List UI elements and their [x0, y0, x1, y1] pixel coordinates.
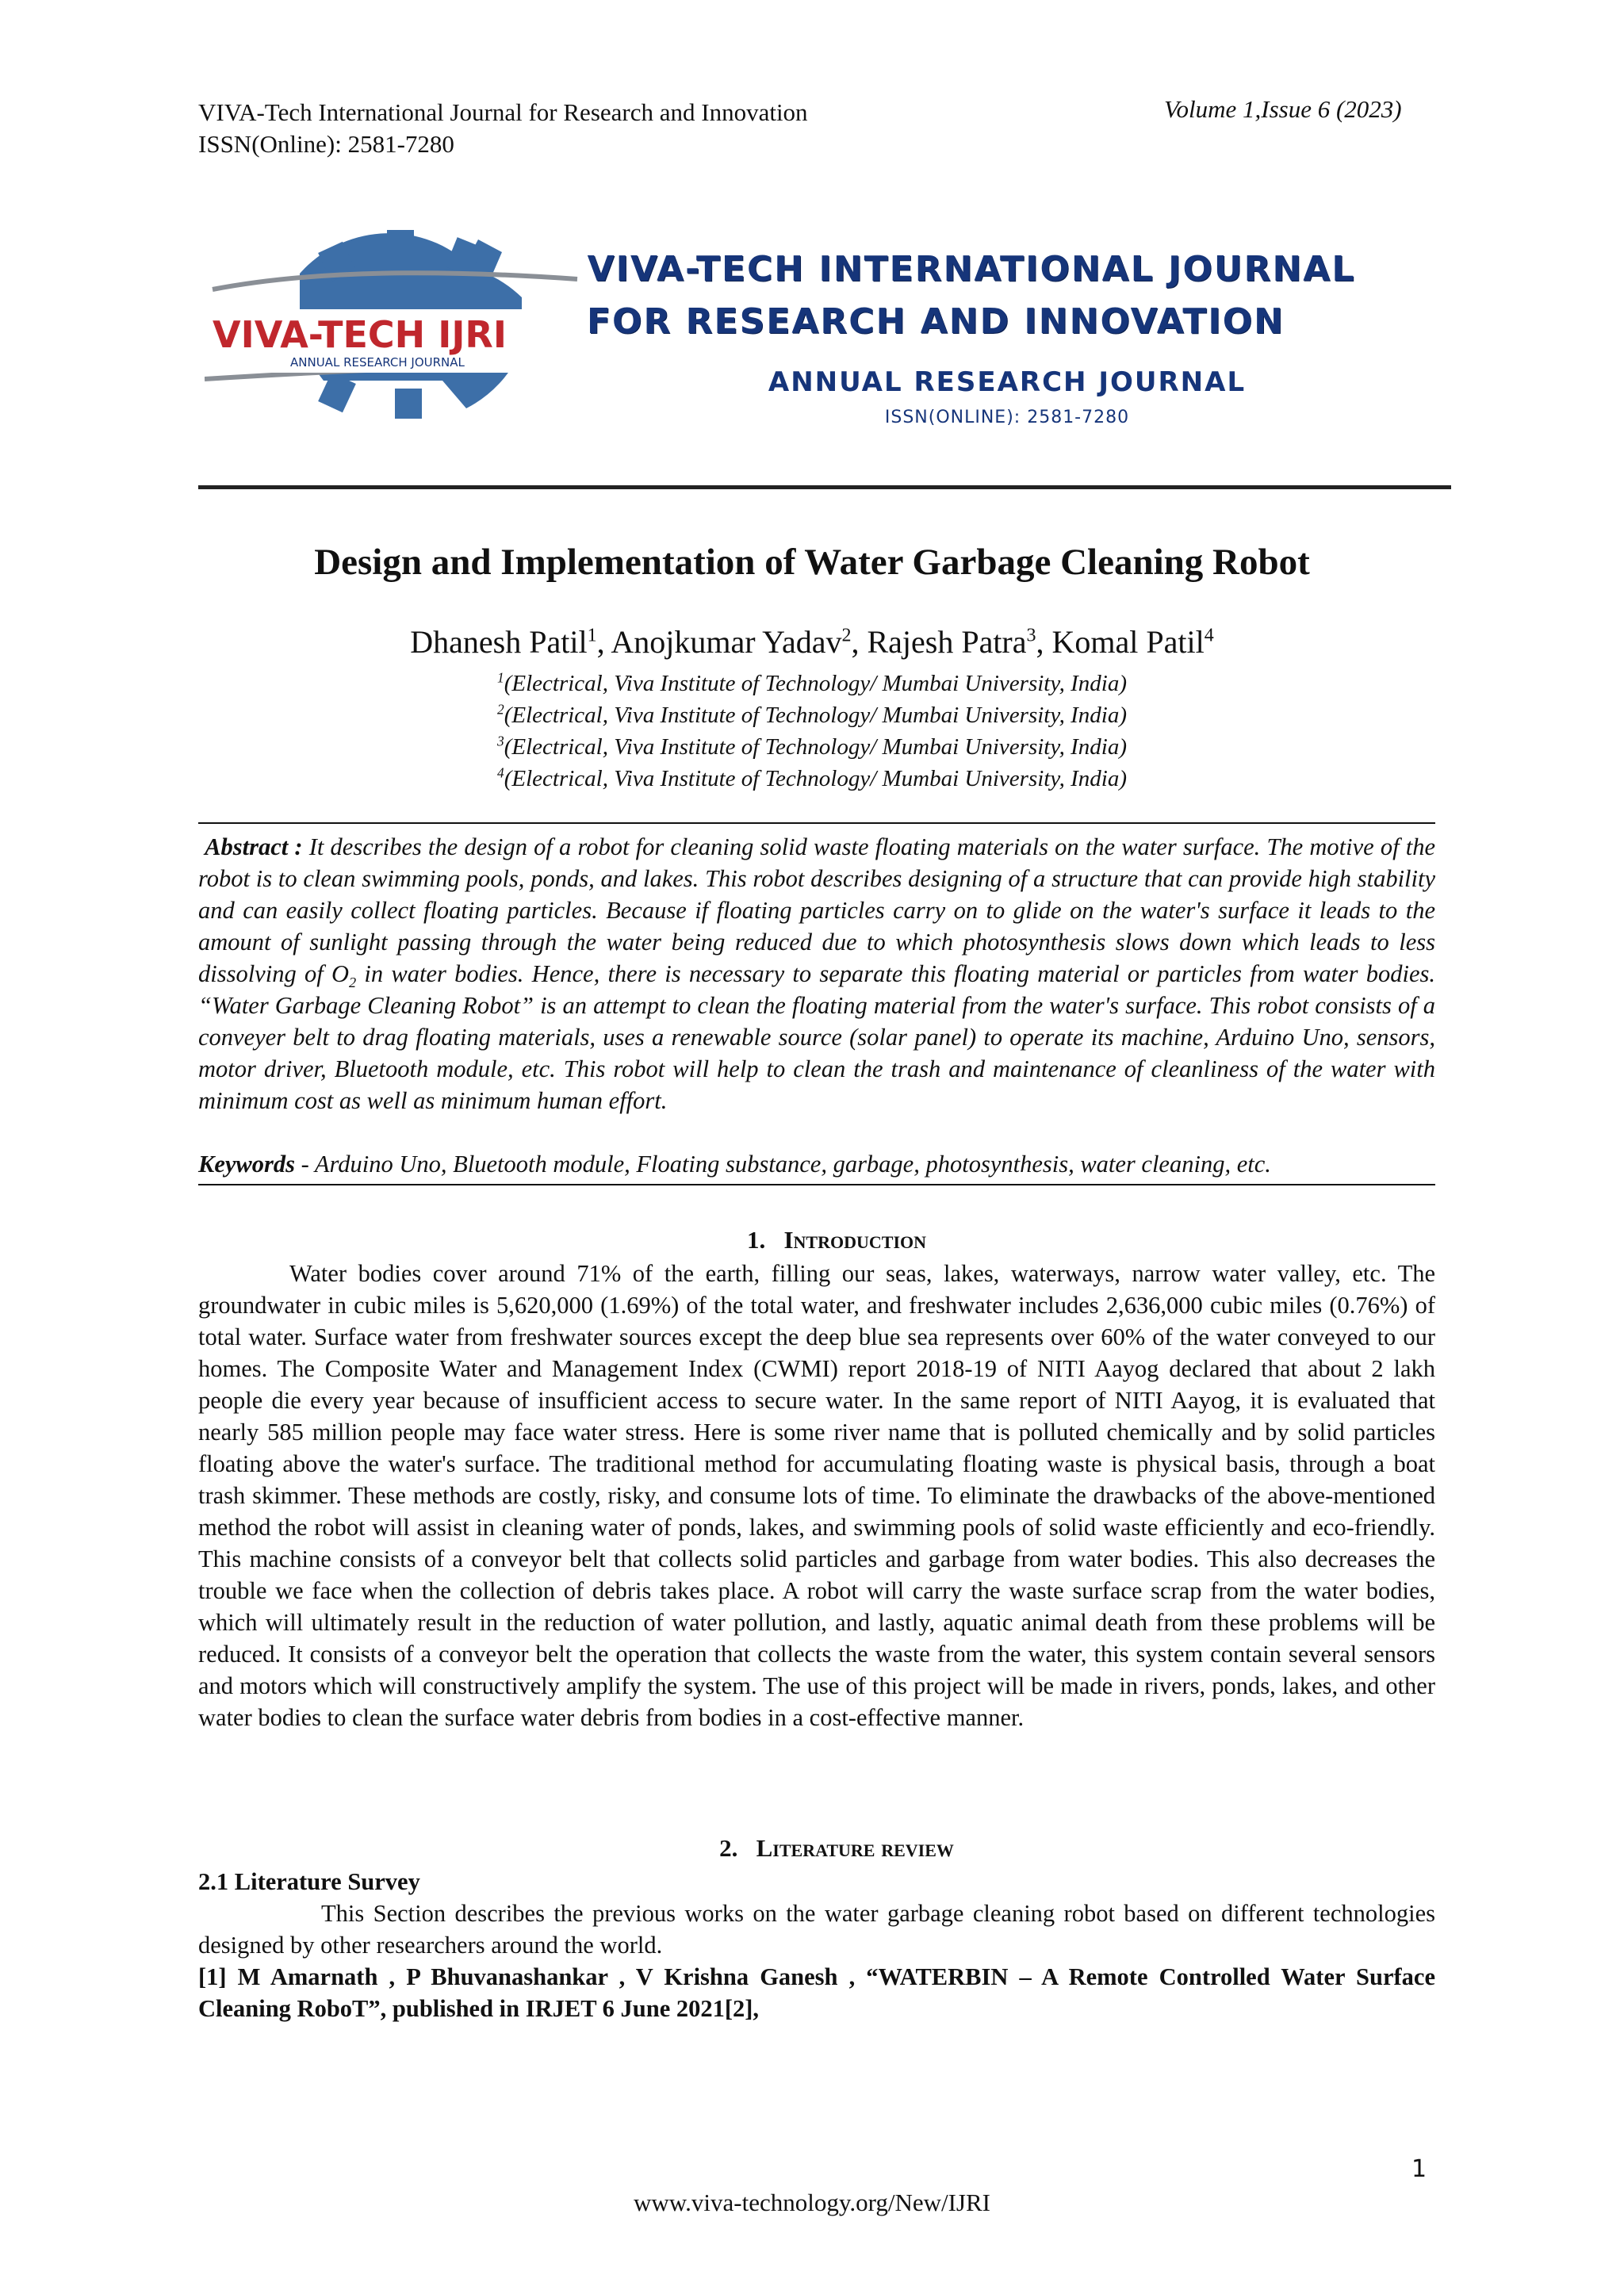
- journal-header-line: VIVA-Tech International Journal for Research and Innovation: [198, 98, 808, 126]
- abstract: Abstract : It describes the design of a robot for cleaning solid waste floating materials on the water surface. The motive of the robot is to clean swimming pools, ponds, and lakes. This robot describes designing of a structure that can provide high stability and can easily collect floating particles. Because if floating particles carry on to glide on the water's surface it leads to the amount of sunlight passing through the water being reduced due to which photosynthesis slows down which leads to less dissolving of $O_2$ in water bodies. Hence, there is necessary to separate this floating material or particles from water bodies. “Water Garbage Cleaning Robot” is an attempt to clean the floating material from the water's surface. This robot consists of a conveyer belt to drag floating materials, uses a renewable source (solar panel) to operate its machine, Arduino Uno, sensors, motor driver, Bluetooth module, etc. This robot will help to clean the trash and maintenance of cleanliness of the water with minimum cost as well as minimum human effort.: [198, 833, 1436, 1114]
- author: Rajesh Patra$^3$,: [867, 624, 1052, 660]
- banner-issn: ISSN(ONLINE): 2581-7280: [884, 408, 1130, 427]
- reference-entry: [1] M Amarnath , P Bhuvanashankar , V Krishna Ganesh , “WATERBIN – A Remote Controlled Water Surface Cleaning RoboT”, published in IRJET 6 June 2021[2],: [198, 1963, 1435, 2022]
- affiliation: $^3$(Electrical, Viva Institute of Technology/ Mumbai University, India): [497, 733, 1127, 760]
- journal-logo: [205, 230, 585, 420]
- banner-title-line1: VIVA-TECH INTERNATIONAL JOURNAL: [587, 249, 1356, 289]
- volume-issue-line: Volume 1,Issue 6 (2023): [1164, 95, 1402, 123]
- subsection-heading: 2.1 Literature Survey: [198, 1868, 420, 1895]
- banner-divider: [198, 485, 1451, 489]
- section-heading-introduction: 1. Introduction: [746, 1226, 927, 1254]
- journal-issn-line: ISSN(Online): 2581-7280: [198, 130, 454, 158]
- banner-title-line2: FOR RESEARCH AND INNOVATION: [587, 301, 1285, 342]
- author: Dhanesh Patil$^1$,: [410, 624, 611, 660]
- page-number: 1: [1411, 2155, 1427, 2183]
- affiliation: $^4$(Electrical, Viva Institute of Technology/ Mumbai University, India): [497, 764, 1127, 791]
- keywords: Keywords - Arduino Uno, Bluetooth module, Floating substance, garbage, photosynthesis, water cleaning, etc.: [198, 1151, 1271, 1178]
- banner-subtitle: ANNUAL RESEARCH JOURNAL: [768, 366, 1247, 398]
- affiliation: $^2$(Electrical, Viva Institute of Technology/ Mumbai University, India): [497, 701, 1127, 728]
- literature-paragraph: This Section describes the previous works on the water garbage cleaning robot based on different technologies designed by other researchers around the world.: [198, 1900, 1435, 1959]
- affiliation: $^1$(Electrical, Viva Institute of Technology/ Mumbai University, India): [497, 669, 1127, 696]
- author: Komal Patil$^4$: [1051, 624, 1214, 660]
- introduction-paragraph: Water bodies cover around 71% of the earth, filling our seas, lakes, waterways, narrow water valley, etc. The groundwater in cubic miles is 5,620,000 (1.69%) of the total water, and freshwater includes 2,636,000 cubic miles (0.76%) of total water. Surface water from freshwater sources except the deep blue sea represents over 60% of the water conveyed to our homes. The Composite Water and Management Index (CWMI) report 2018-19 of NITI Aayog declared that about 2 lakh people die every year because of insufficient access to secure water. In the same report of NITI Aayog, it is evaluated that nearly 585 million people may face water stress. Here is some river name that is polluted chemically and by solid particles floating above the water's surface. The traditional method for accumulating floating waste is physical basis, through a boat trash skimmer. These methods are costly, risky, and consume lots of time. To eliminate the drawbacks of the above-mentioned method the robot will assist in cleaning water of ponds, lakes, and swimming pools of solid waste efficiently and eco-friendly. This machine consists of a conveyor belt that collects solid particles and garbage from water bodies. This also decreases the trouble we face when the collection of debris takes place. A robot will carry the waste surface scrap from the water bodies, which will ultimately result in the reduction of water pollution, and lastly, aquatic animal death from these problems will be reduced. It consists of a conveyor belt the operation that collects the waste from the water, this system contain several sensors and motors which will constructively amplify the system. The use of this project will be made in rivers, ponds, lakes, and other water bodies to clean the surface water debris from bodies in a cost-effective manner.: [198, 1260, 1435, 1731]
- gear-logo-icon: [205, 230, 585, 420]
- footer-url: www.viva-technology.org/New/IJRI: [634, 2189, 990, 2216]
- abstract-top-rule: [198, 822, 1435, 824]
- author-list: [0, 623, 1624, 661]
- section-heading-literature: 2. Literature review: [719, 1834, 954, 1862]
- abstract-label: Abstract :: [205, 833, 303, 860]
- paper-title: Design and Implementation of Water Garbage Cleaning Robot: [314, 542, 1310, 583]
- keywords-label: Keywords: [198, 1151, 295, 1178]
- logo-text: VIVA-TECH IJRI: [213, 313, 507, 356]
- logo-subtext: ANNUAL RESEARCH JOURNAL: [290, 355, 465, 370]
- author: Anojkumar Yadav$^2$,: [611, 624, 868, 660]
- abstract-bottom-rule: [198, 1184, 1435, 1185]
